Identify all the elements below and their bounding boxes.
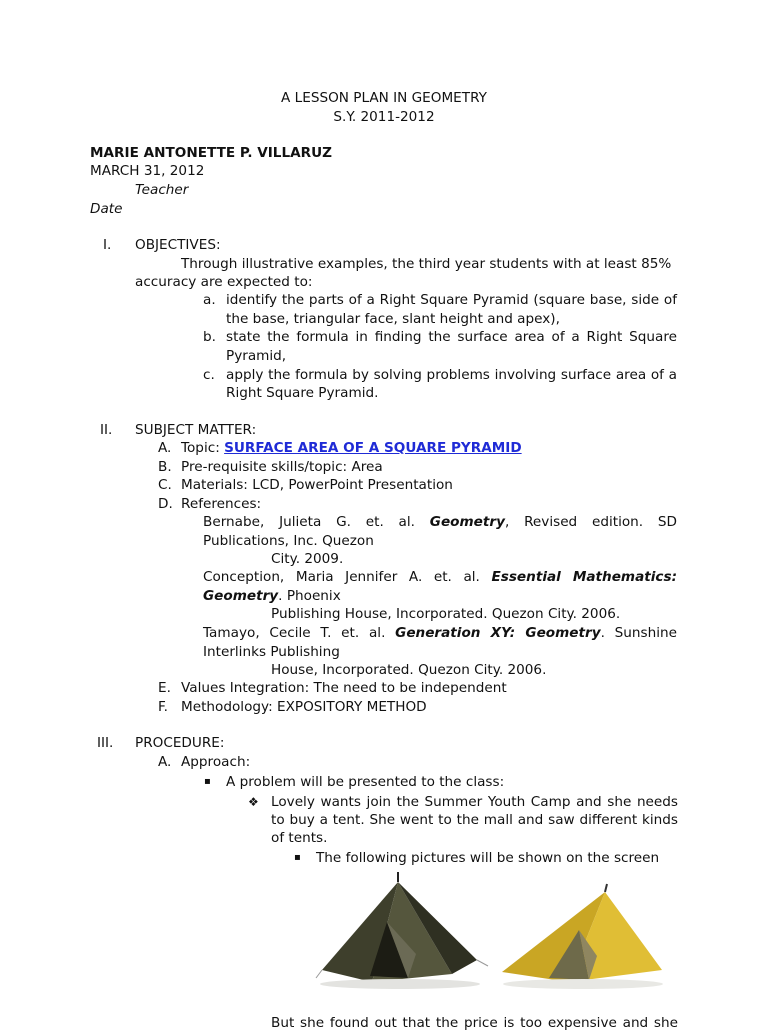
objective-item: identify the parts of a Right Square Pyramid (square base, side of: [226, 292, 677, 308]
approach-label: Approach:: [181, 754, 251, 770]
reference-3-cont: Interlinks Publishing: [203, 644, 340, 660]
objectives-intro: Through illustrative examples, the third year students with at least 85%: [181, 256, 672, 272]
objective-item-cont: Right Square Pyramid.: [226, 385, 379, 401]
reference-2-cont: Geometry. Phoenix: [203, 588, 341, 604]
values-integration: Values Integration: The need to be independent: [181, 680, 507, 696]
objective-item-cont: the base, triangular face, slant height and apex),: [226, 311, 560, 327]
teacher-label: Teacher: [135, 182, 189, 198]
objectives-heading: OBJECTIVES:: [135, 237, 221, 253]
dark-tent-image: [312, 870, 492, 995]
list-marker: A.: [158, 440, 172, 456]
yellow-tent-image: [497, 880, 672, 995]
school-year: S.Y. 2011-2012: [333, 109, 435, 125]
reference-1-cont: City. 2009.: [271, 551, 344, 567]
topic-label: Topic:: [181, 440, 225, 456]
reference-3: Tamayo, Cecile T. et. al. Generation XY: Geometry. Sunshine: [203, 625, 677, 641]
prerequisite-skills: Pre-requisite skills/topic: Area: [181, 459, 383, 475]
pictures-note: The following pictures will be shown on the screen: [316, 850, 660, 866]
teacher-name: MARIE ANTONETTE P. VILLARUZ: [90, 145, 333, 161]
list-marker: A.: [158, 754, 172, 770]
materials: Materials: LCD, PowerPoint Presentation: [181, 477, 453, 493]
reference-1-cont: Publications, Inc. Quezon: [203, 533, 374, 549]
objective-item: state the formula in finding the surface area of a Right Square: [226, 329, 677, 345]
list-marker: B.: [158, 459, 172, 475]
subject-matter-heading: SUBJECT MATTER:: [135, 422, 257, 438]
lesson-date: MARCH 31, 2012: [90, 163, 205, 179]
topic-line: [181, 439, 522, 457]
problem-intro: A problem will be presented to the class:: [226, 774, 505, 790]
methodology: Methodology: EXPOSITORY METHOD: [181, 699, 427, 715]
reference-2-cont: Publishing House, Incorporated. Quezon City. 2006.: [271, 606, 621, 622]
square-bullet-icon: ▪: [294, 852, 301, 863]
list-marker: D.: [158, 496, 173, 512]
objective-item: apply the formula by solving problems involving surface area of a: [226, 367, 677, 383]
list-marker: F.: [158, 699, 168, 715]
story-line: Lovely wants join the Summer Youth Camp and she needs: [271, 794, 678, 810]
list-marker: E.: [158, 680, 171, 696]
story-line: to buy a tent. She went to the mall and saw different kinds: [271, 812, 678, 828]
story-line: of tents.: [271, 830, 328, 846]
procedure-heading: PROCEDURE:: [135, 735, 225, 751]
reference-3-cont: House, Incorporated. Quezon City. 2006.: [271, 662, 547, 678]
objective-item-cont: Pyramid,: [226, 348, 287, 364]
topic-link[interactable]: SURFACE AREA OF A SQUARE PYRAMID: [224, 440, 522, 456]
list-marker: b.: [203, 329, 216, 345]
square-bullet-icon: ▪: [204, 776, 211, 787]
list-marker: C.: [158, 477, 172, 493]
continuation-text: But she found out that the price is too expensive and she: [271, 1015, 678, 1031]
list-marker: c.: [203, 367, 215, 383]
objectives-intro-cont: accuracy are expected to:: [135, 274, 313, 290]
references-label: References:: [181, 496, 262, 512]
section-numeral-2: II.: [100, 422, 113, 438]
date-label: Date: [90, 201, 123, 217]
list-marker: a.: [203, 292, 216, 308]
reference-1: Bernabe, Julieta G. et. al. Geometry, Revised edition. SD: [203, 514, 678, 530]
section-numeral-1: I.: [103, 237, 112, 253]
reference-2: Conception, Maria Jennifer A. et. al. Essential Mathematics:: [203, 569, 677, 585]
diamond-bullet-icon: ❖: [248, 795, 259, 809]
document-title: A LESSON PLAN IN GEOMETRY: [281, 90, 487, 106]
section-numeral-3: III.: [97, 735, 114, 751]
